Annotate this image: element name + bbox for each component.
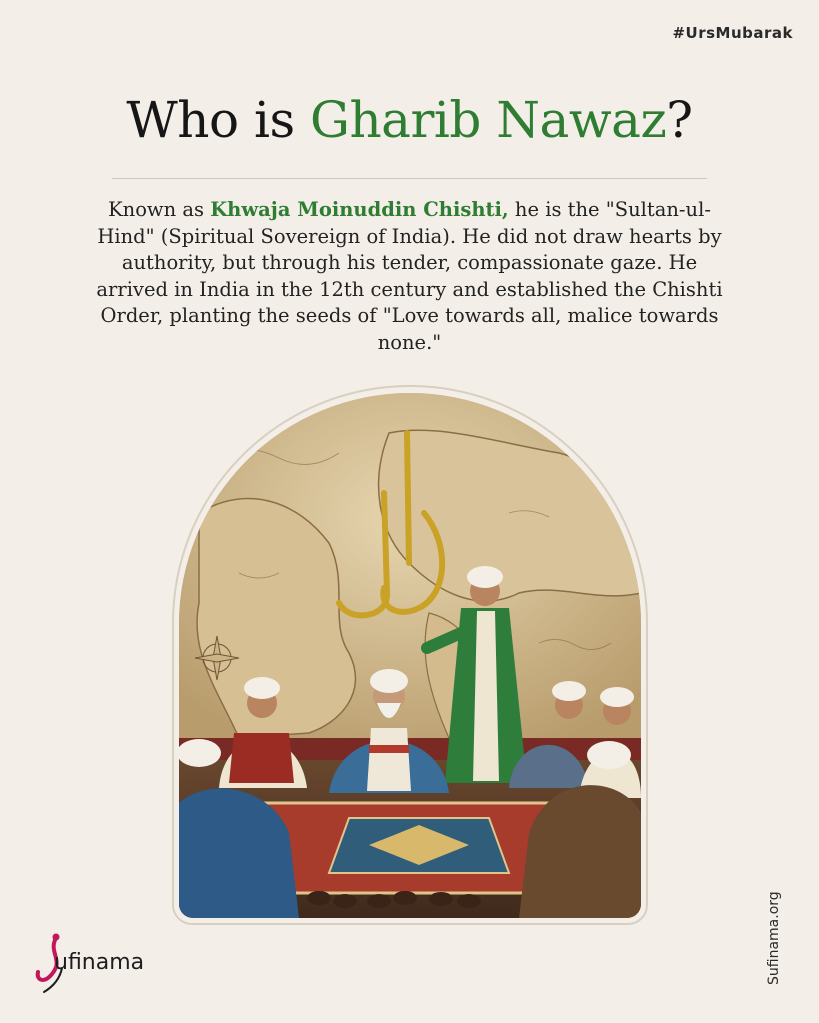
title-divider: [112, 178, 707, 179]
gathering-illustration-art: [179, 393, 641, 918]
body-highlight: Khwaja Moinuddin Chishti,: [210, 198, 509, 221]
illustration-gathering: [179, 393, 641, 918]
body-rest: he is the "Sultan-ul-Hind" (Spiritual Sovereign of India). He did not draw hearts by authority, but through his tender, compassionate gaze. He arrived in India in the 12th century and established the Chishti Order, planting the seeds of "Love towards all, malice towards none.": [96, 198, 723, 354]
logo-wordmark: ufinama: [54, 950, 145, 975]
body-lead: Known as: [108, 198, 211, 221]
website-label: Sufinama.org: [766, 891, 782, 985]
title-prefix: Who is: [126, 91, 311, 149]
title-suffix: ?: [666, 91, 693, 149]
page-title: [0, 88, 819, 152]
hashtag-label: #UrsMubarak: [672, 24, 793, 42]
title-highlight: Gharib Nawaz: [310, 91, 667, 149]
body-paragraph: [95, 197, 724, 356]
